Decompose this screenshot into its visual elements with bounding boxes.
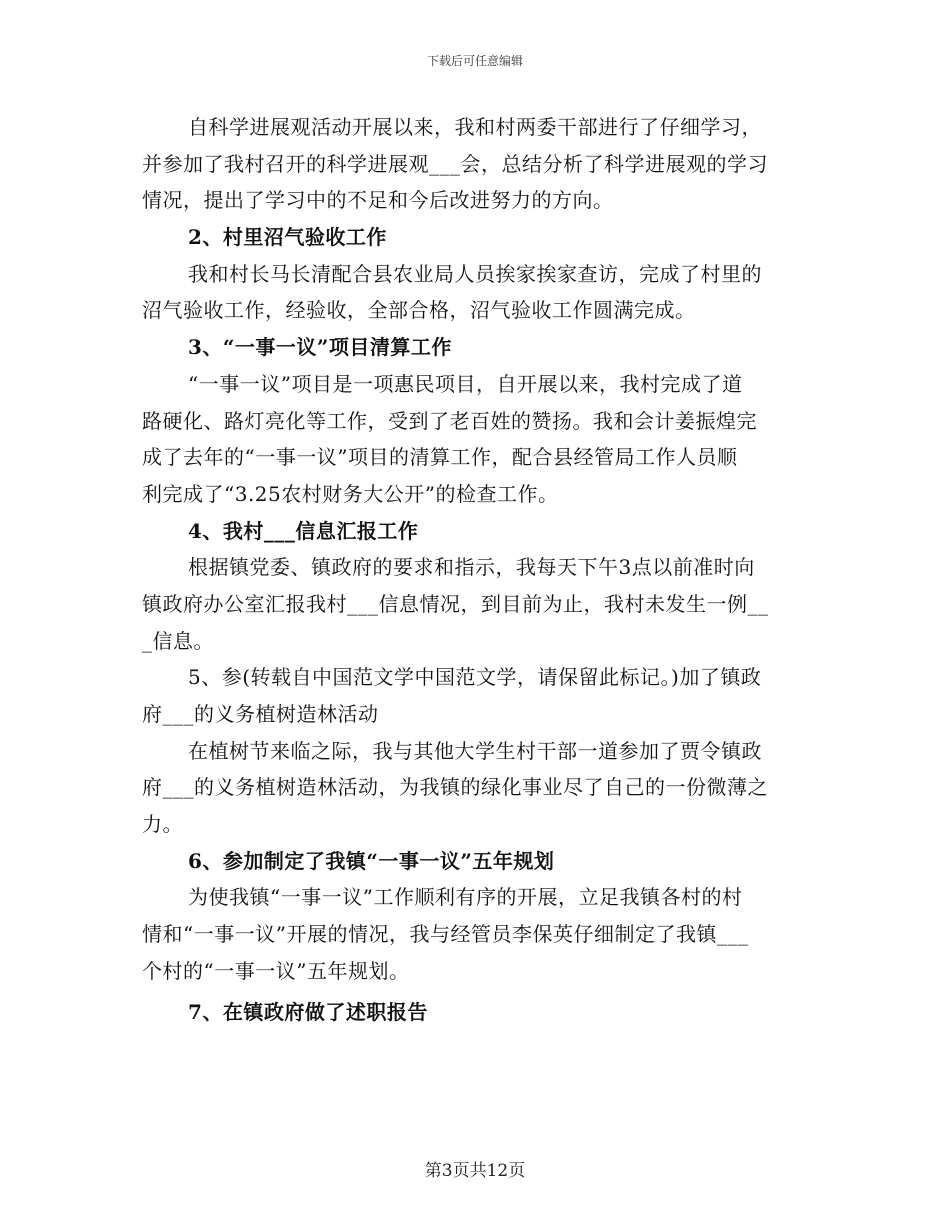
paragraph-line: 情和“一事一议”开展的情况，我与经管员李保英仔细制定了我镇___ [142,922,749,947]
document-body [142,109,812,1034]
page-header-note: 下载后可任意编辑 [426,54,523,68]
paragraph-line: 个村的“一事一议”五年规划。 [142,958,410,983]
section-heading: 4、我村___信息汇报工作 [188,518,419,543]
paragraph-line: 情况，提出了学习中的不足和今后改进努力的方向。 [142,188,614,213]
paragraph-line: 自科学进展观活动开展以来，我和村两委干部进行了仔细学习， [188,115,762,139]
paragraph-line: _信息。 [142,628,214,653]
section-heading: 3、“一事一议”项目清算工作 [188,335,452,360]
page-number: 第3页共12页 [424,1161,526,1181]
section-heading: 府___的义务植树造林活动 [142,702,379,726]
paragraph-line: “一事一议”项目是一项惠民项目，自开展以来，我村完成了道 [188,371,743,396]
paragraph-line: 沼气验收工作，经验收，全部合格，沼气验收工作圆满完成。 [142,298,696,323]
section-heading: 2、村里沼气验收工作 [188,225,387,250]
paragraph-line: 路硬化、路灯亮化等工作，受到了老百姓的赞扬。我和会计姜振煌完 [142,408,757,433]
section-heading: 5、参(转载自中国范文学中国范文学，请保留此标记。)加了镇政 [188,665,762,690]
paragraph-line: 并参加了我村召开的科学进展观___会，总结分析了科学进展观的学习 [142,151,768,176]
paragraph-line: 府___的义务植树造林活动，为我镇的绿化事业尽了自己的一份微薄之 [142,775,768,800]
paragraph-line: 镇政府办公室汇报我村___信息情况，到目前为止，我村未发生一例__ [142,591,769,616]
paragraph-line: 成了去年的“一事一议”项目的清算工作，配合县经管局工作人员顺 [142,445,738,470]
section-heading: 6、参加制定了我镇“一事一议”五年规划 [188,848,555,873]
paragraph-line: 利完成了“3.25农村财务大公开”的检查工作。 [142,481,559,506]
paragraph-line: 为使我镇“一事一议”工作顺利有序的开展，立足我镇各村的村 [188,885,743,910]
paragraph-line: 力。 [142,812,183,837]
paragraph-line: 在植树节来临之际，我与其他大学生村干部一道参加了贾令镇政 [188,738,762,763]
paragraph-line: 根据镇党委、镇政府的要求和指示，我每天下午3点以前准时向 [188,555,755,580]
paragraph-line: 我和村长马长清配合县农业局人员挨家挨家查访，完成了村里的 [188,261,762,286]
section-heading: 7、在镇政府做了述职报告 [188,999,428,1024]
